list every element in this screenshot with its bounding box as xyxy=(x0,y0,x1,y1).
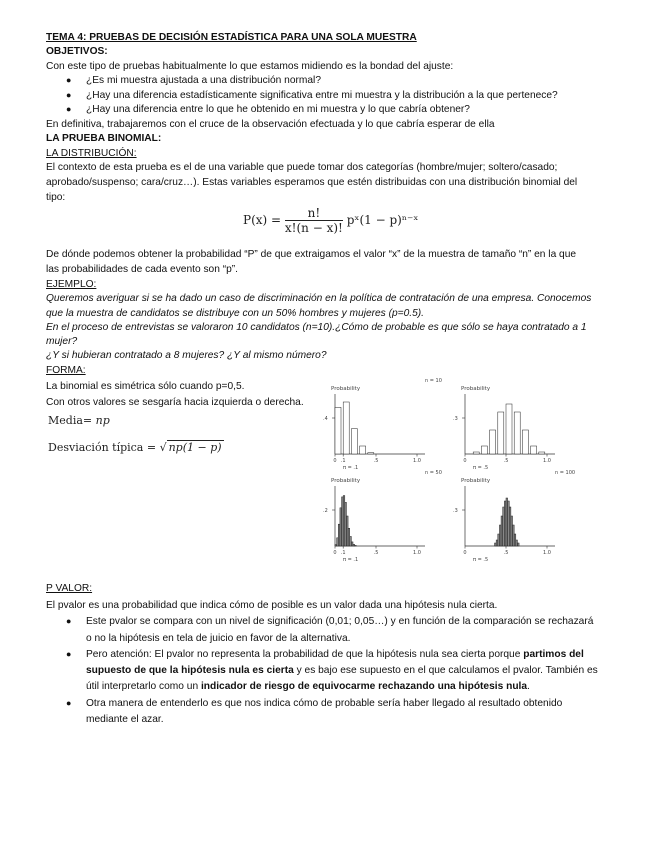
pvalor-b2-text: y es bajo ese supuesto en el que calculamos el pvalor. También es xyxy=(293,665,598,676)
chart-bar xyxy=(490,430,496,454)
chart-p-label: π = .5 xyxy=(473,557,489,563)
pvalor-b2-text: . xyxy=(527,681,530,692)
bullet-icon: ● xyxy=(66,90,72,100)
chart-bar xyxy=(516,540,518,546)
pvalor-b3-line: mediante el azar. xyxy=(86,714,164,725)
pvalor-b2-line3 xyxy=(86,680,530,693)
distribucion-heading: LA DISTRIBUCIÓN: xyxy=(46,148,137,159)
formula-lhs: P(x) = xyxy=(243,213,282,227)
chart-y-tick-label: .3 xyxy=(453,508,458,514)
chart-bar xyxy=(337,538,339,546)
page-title: TEMA 4: PRUEBAS DE DECISIÓN ESTADÍSTICA PARA UNA SOLA MUESTRA xyxy=(46,32,417,43)
chart-title: Probability xyxy=(461,478,491,484)
binomial-heading: LA PRUEBA BINOMIAL: xyxy=(46,133,162,144)
chart-x-tick-label: .5 xyxy=(503,458,509,464)
chart-bar xyxy=(514,412,520,454)
chart-x-tick-label: .5 xyxy=(503,550,509,556)
chart-bar xyxy=(498,534,500,546)
pvalor-intro: El pvalor es una probabilidad que indica cómo de posible es un valor dada una hipótesis nula cierta. xyxy=(46,600,498,611)
ejemplo-line: En el proceso de entrevistas se valoraron 10 candidatos (n=10).¿Cómo de probable es que sólo se haya contratado a 1 xyxy=(46,322,587,333)
chart-bar xyxy=(531,446,537,454)
chart-x-tick-label: .5 xyxy=(373,550,379,556)
bullet-icon: ● xyxy=(66,616,72,626)
chart-bar xyxy=(481,446,487,454)
ejemplo-heading: EJEMPLO: xyxy=(46,279,97,290)
chart-bar xyxy=(501,516,503,546)
objetivo-item: ¿Es mi muestra ajustada a una distribución normal? xyxy=(86,75,321,86)
chart-bar xyxy=(499,525,501,546)
pvalor-b2-line1 xyxy=(86,648,584,661)
pvalor-b2-text: Pero atención: El pvalor no representa la probabilidad de que la hipótesis nula sea cierta porque xyxy=(86,649,524,660)
ejemplo-line: Queremos averiguar si se ha dado un caso de discriminación en la política de contratación de una empresa. Conocemos xyxy=(46,293,592,304)
chart-bar xyxy=(496,540,498,546)
forma-line: Con otros valores se sesgaría hacia izquierda o derecha. xyxy=(46,397,304,408)
pvalor-b2-bold: partimos del xyxy=(523,649,584,660)
pvalor-b2-line2 xyxy=(86,664,598,677)
chart-x-tick-label: 1.0 xyxy=(543,458,551,464)
chart-bar xyxy=(345,502,347,546)
chart-bar xyxy=(513,525,515,546)
chart-bar xyxy=(539,452,545,454)
chart-bar xyxy=(343,496,345,546)
chart-p-label: π = .5 xyxy=(473,465,489,471)
chart-bar xyxy=(353,544,355,546)
chart-x-tick-label: .5 xyxy=(373,458,379,464)
chart-bar xyxy=(340,508,342,546)
binomial-formula xyxy=(243,206,418,235)
ejemplo-line: que la muestra de candidatos se distribuye con un 50% hombres y mujeres (p=0.5). xyxy=(46,308,424,319)
chart-bar xyxy=(368,453,374,454)
chart-bar xyxy=(335,545,337,546)
chart-bar xyxy=(522,430,528,454)
objetivo-item: ¿Hay una diferencia entre lo que he obtenido en mi muestra y lo que cabría obtener? xyxy=(86,104,470,115)
chart-bar xyxy=(504,501,506,546)
chart-y-tick-label: .4 xyxy=(323,416,328,422)
pvalor-b3-line: Otra manera de entenderlo es que nos indica cómo de probable sería haber llegado al resultado obtenido xyxy=(86,698,563,709)
conclusion-text: En definitiva, trabajaremos con el cruce de la observación efectuada y lo que cabría esperar de ella xyxy=(46,119,495,130)
chart-x-tick-label: 0 xyxy=(463,550,467,556)
chart-bar xyxy=(338,524,340,546)
chart-y-tick-label: .3 xyxy=(453,416,458,422)
chart-bar xyxy=(495,543,497,546)
formula-denominator: x!(n − x)! xyxy=(284,221,343,235)
pvalor-b2-bold: indicador de riesgo de equivocarme rechazando una hipótesis nula xyxy=(200,681,528,692)
formula-numerator: n! xyxy=(285,206,343,221)
chart-bar xyxy=(509,507,511,546)
chart-x-tick-label: 1.0 xyxy=(413,550,421,556)
chart-bar xyxy=(351,429,357,454)
pvalor-b1-line: o no la hipótesis en tela de juicio en favor de la alternativa. xyxy=(86,633,351,644)
desviacion-label: Desviación típica = xyxy=(48,441,157,454)
sqrt-icon: √ xyxy=(159,441,167,454)
chart-x-tick-label: 1.0 xyxy=(543,550,551,556)
intro-text: Con este tipo de pruebas habitualmente lo que estamos midiendo es la bondad del ajuste: xyxy=(46,61,454,72)
donde-line: las probabilidades de cada evento son “p”. xyxy=(46,264,238,275)
chart-y-tick-label: .2 xyxy=(323,508,328,514)
distribucion-line: tipo: xyxy=(46,192,66,203)
media-label: Media= xyxy=(48,414,93,427)
chart-bar xyxy=(355,545,357,546)
media-expr: np xyxy=(95,414,110,427)
chart-title: Probability xyxy=(331,478,361,484)
chart-bar xyxy=(346,516,348,546)
chart-n-label: n = 10 xyxy=(425,378,442,384)
chart-x-tick-label: .1 xyxy=(340,550,346,556)
donde-line: De dónde podemos obtener la probabilidad “P” de que extraigamos el valor “x” de la muestra de tamaño “n” en la que xyxy=(46,249,577,260)
forma-line: La binomial es simétrica sólo cuando p=0,5. xyxy=(46,381,245,392)
bullet-icon: ● xyxy=(66,104,72,114)
objetivos-heading: OBJETIVOS: xyxy=(46,46,108,57)
chart-x-tick-label: .1 xyxy=(340,458,346,464)
chart-bar xyxy=(343,402,349,454)
objetivo-item: ¿Hay una diferencia estadísticamente significativa entre mi muestra y la distribución a la que pertenece? xyxy=(86,90,558,101)
chart-n-label: n = 100 xyxy=(555,470,576,476)
pvalor-b1-line: Este pvalor se compara con un nivel de significación (0,01; 0,05…) y en función de la comparación se rechazará xyxy=(86,616,594,627)
chart-title: Probability xyxy=(461,386,491,392)
distribucion-line: El contexto de esta prueba es el de una variable que puede tomar dos categorías (hombre/mujer; soltero/casado; xyxy=(46,162,558,173)
chart-x-tick-label: 0 xyxy=(333,458,337,464)
chart-bar xyxy=(506,404,512,454)
desviacion-expr: np(1 − p) xyxy=(168,441,222,454)
chart-bar xyxy=(514,534,516,546)
distribucion-line: aprobado/suspenso; cara/cruz…). Estas variables esperamos que estén distribuidas con una distribución binomial del xyxy=(46,177,578,188)
chart-x-tick-label: 1.0 xyxy=(413,458,421,464)
ejemplo-line: mujer? xyxy=(46,336,78,347)
charts-svg xyxy=(305,372,576,572)
chart-bar xyxy=(473,452,479,454)
chart-x-tick-label: 0 xyxy=(333,550,337,556)
formula-fraction xyxy=(285,206,343,235)
chart-bar xyxy=(517,543,519,546)
bullet-icon: ● xyxy=(66,698,72,708)
chart-bar xyxy=(351,542,353,546)
chart-p-label: π = .1 xyxy=(343,465,359,471)
chart-n-label: n = 50 xyxy=(425,470,442,476)
chart-p-label: π = .1 xyxy=(343,557,359,563)
ejemplo-line: ¿Y si hubieran contratado a 8 mujeres? ¿Y al mismo número? xyxy=(46,350,327,361)
chart-bar xyxy=(350,536,352,546)
chart-bar xyxy=(506,498,508,546)
chart-bar xyxy=(335,407,341,454)
pvalor-b2-bold: supuesto de que la hipótesis nula es cierta xyxy=(86,665,294,676)
bullet-icon: ● xyxy=(66,75,72,85)
formula-rhs: pˣ(1 − p)ⁿ⁻ˣ xyxy=(346,213,419,227)
chart-bar xyxy=(511,516,513,546)
chart-bar xyxy=(508,501,510,546)
media-formula xyxy=(48,414,110,427)
desviacion-formula xyxy=(48,441,224,454)
chart-x-tick-label: 0 xyxy=(463,458,467,464)
forma-heading: FORMA: xyxy=(46,365,86,376)
pvalor-b2-text: útil interpretarlo como un xyxy=(86,681,201,692)
chart-bar xyxy=(503,507,505,546)
chart-bar xyxy=(498,412,504,454)
chart-bar xyxy=(348,528,350,546)
chart-bar xyxy=(342,497,344,546)
bullet-icon: ● xyxy=(66,649,72,659)
pvalor-heading: P VALOR: xyxy=(46,583,93,594)
binomial-charts xyxy=(305,372,576,572)
chart-title: Probability xyxy=(331,386,361,392)
chart-bar xyxy=(360,446,366,454)
